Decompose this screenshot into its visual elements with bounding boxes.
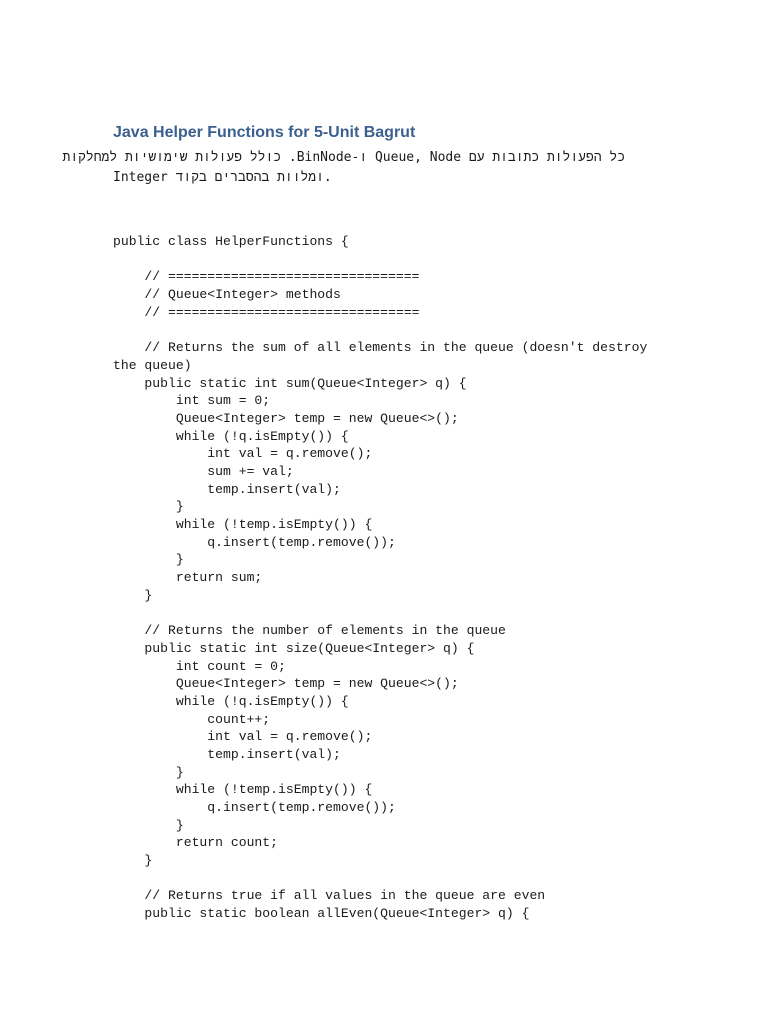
code-line: q.insert(temp.remove());: [113, 800, 396, 815]
code-line: [113, 870, 658, 888]
code-line: // Returns the sum of all elements in the queue (doesn't destroy: [113, 340, 648, 356]
code-line: // Returns the number of elements in the queue: [113, 623, 506, 639]
code-line: }: [113, 587, 153, 603]
code-line: sum += val;: [113, 463, 294, 479]
code-line: return count;: [113, 835, 279, 851]
code-line: // ================================: [113, 304, 420, 320]
intro-line-2: Integer ומלוות בהסברים בקוד.: [113, 170, 332, 185]
code-line: temp.insert(val);: [113, 481, 341, 497]
code-line: }: [113, 853, 153, 869]
code-line: public class HelperFunctions {: [113, 234, 349, 249]
code-line: return sum;: [113, 570, 263, 586]
code-line: }: [113, 552, 184, 568]
code-line: Queue<Integer> temp = new Queue<>();: [113, 676, 459, 692]
code-line: public static boolean allEven(Queue<Integer> q) {: [113, 906, 530, 922]
code-line: count++;: [113, 711, 271, 727]
code-line: int count = 0;: [113, 658, 286, 674]
code-line: }: [113, 817, 184, 833]
code-line: public static int size(Queue<Integer> q) {: [113, 640, 475, 656]
code-line: [113, 321, 658, 339]
code-line: }: [113, 764, 184, 780]
code-line: the queue): [113, 357, 192, 373]
document-title: Java Helper Functions for 5-Unit Bagrut: [113, 124, 416, 141]
code-line: while (!temp.isEmpty()) {: [113, 517, 373, 532]
code-line: public static int sum(Queue<Integer> q) {: [113, 375, 467, 391]
code-line: [113, 251, 658, 269]
code-line: [113, 604, 658, 622]
code-line: int val = q.remove();: [113, 446, 373, 462]
code-line: while (!temp.isEmpty()) {: [113, 782, 373, 798]
code-line: int sum = 0;: [113, 393, 271, 409]
code-line: // Returns true if all values in the queue are even: [113, 888, 546, 904]
code-line: temp.insert(val);: [113, 746, 341, 762]
code-line: while (!q.isEmpty()) {: [113, 693, 349, 709]
code-line: Queue<Integer> temp = new Queue<>();: [113, 410, 459, 426]
intro-line-1: כל הפעולות כתובות עם Queue, Node ו-BinNode. כולל פעולות שימושיות למחלקות: [62, 150, 625, 165]
code-line: q.insert(temp.remove());: [113, 534, 396, 550]
code-line: }: [113, 499, 184, 515]
code-line: int val = q.remove();: [113, 729, 373, 745]
code-line: // Queue<Integer> methods: [113, 287, 341, 303]
code-line: while (!q.isEmpty()) {: [113, 428, 349, 444]
code-line: // ================================: [113, 269, 420, 285]
code-block: [113, 233, 658, 923]
intro-paragraph: [62, 148, 625, 188]
